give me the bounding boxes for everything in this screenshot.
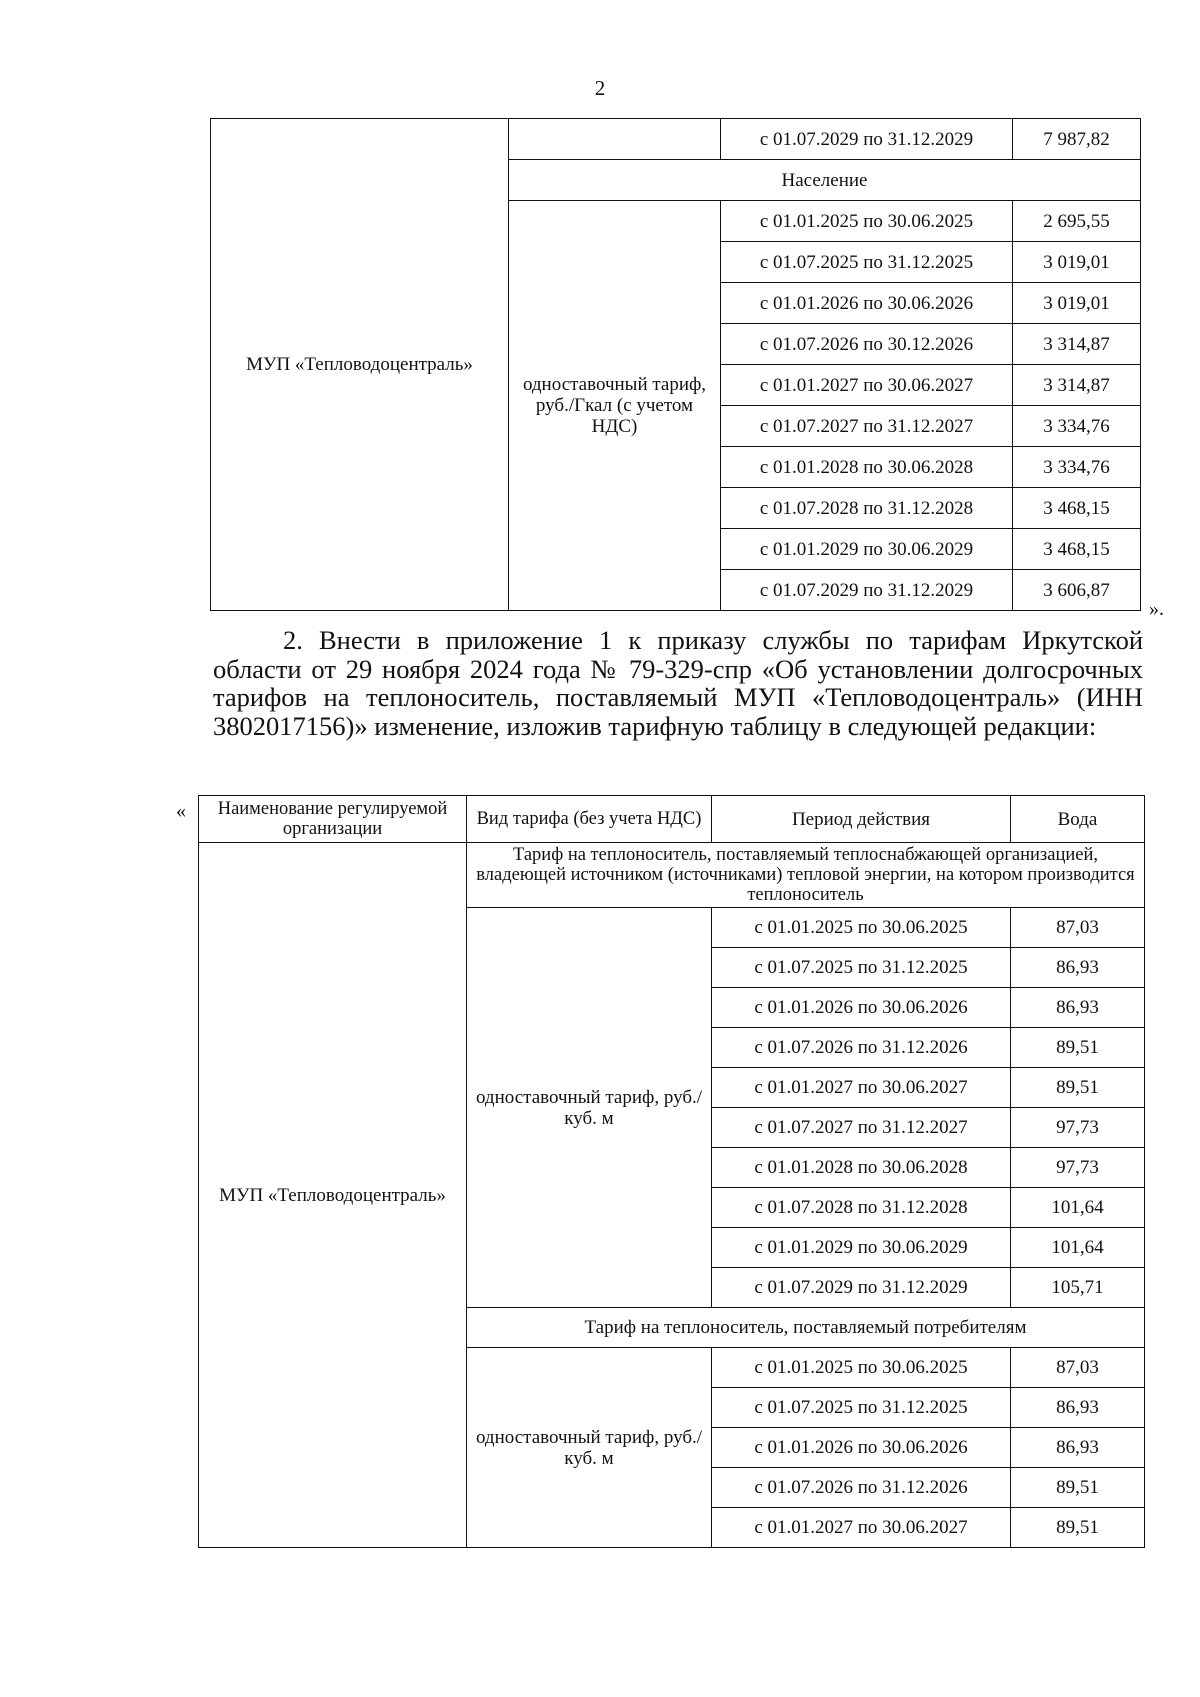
tariff-type-cell: одноставочный тариф, руб./куб. м (467, 908, 712, 1308)
period-cell: с 01.01.2025 по 30.06.2025 (712, 908, 1011, 948)
period-cell: с 01.07.2029 по 31.12.2029 (721, 119, 1013, 160)
value-cell: 3 334,76 (1013, 406, 1141, 447)
value-cell: 86,93 (1011, 1388, 1145, 1428)
organization-cell: МУП «Тепловодоцентраль» (211, 119, 509, 611)
section-label-source: Тариф на теплоноситель, поставляемый теплоснабжающей организацией, владеющей источником (источниками) тепловой энергии, на котором производится теплоноситель (467, 843, 1145, 908)
value-cell: 86,93 (1011, 1428, 1145, 1468)
table-row (211, 119, 1141, 160)
value-cell: 101,64 (1011, 1188, 1145, 1228)
period-cell: с 01.07.2027 по 31.12.2027 (721, 406, 1013, 447)
tariff-type-cell-empty (509, 119, 721, 160)
tariff-table-heat (210, 118, 1141, 611)
period-cell: с 01.01.2028 по 30.06.2028 (712, 1148, 1011, 1188)
header-period: Период действия (712, 796, 1011, 843)
value-cell: 101,64 (1011, 1228, 1145, 1268)
amendment-paragraph: 2. Внести в приложение 1 к приказу службы по тарифам Иркутской области от 29 ноября 2024 года № 79-329-спр «Об установлении долгосрочных тарифов на теплоноситель, поставляемый МУП «Тепловодоцентраль» (ИНН 3802017156)» изменение, изложив тарифную таблицу в следующей редакции: (213, 625, 1143, 741)
period-cell: с 01.07.2025 по 31.12.2025 (712, 1388, 1011, 1428)
section-label-consumers: Тариф на теплоноситель, поставляемый потребителям (467, 1308, 1145, 1348)
value-cell: 3 314,87 (1013, 365, 1141, 406)
table-header-row (199, 796, 1145, 843)
value-cell: 87,03 (1011, 908, 1145, 948)
value-cell: 3 019,01 (1013, 242, 1141, 283)
value-cell: 3 019,01 (1013, 283, 1141, 324)
value-cell: 105,71 (1011, 1268, 1145, 1308)
period-cell: с 01.07.2025 по 31.12.2025 (721, 242, 1013, 283)
value-cell: 3 334,76 (1013, 447, 1141, 488)
value-cell: 86,93 (1011, 988, 1145, 1028)
period-cell: с 01.07.2026 по 31.12.2026 (712, 1468, 1011, 1508)
tariff-type-cell: одноставочный тариф, руб./куб. м (467, 1348, 712, 1548)
period-cell: с 01.01.2027 по 30.06.2027 (721, 365, 1013, 406)
period-cell: с 01.07.2026 по 31.12.2026 (712, 1028, 1011, 1068)
value-cell: 3 468,15 (1013, 529, 1141, 570)
value-cell: 86,93 (1011, 948, 1145, 988)
opening-quote: « (176, 800, 186, 822)
period-cell: с 01.07.2028 по 31.12.2028 (721, 488, 1013, 529)
header-value: Вода (1011, 796, 1145, 843)
value-cell: 7 987,82 (1013, 119, 1141, 160)
value-cell: 87,03 (1011, 1348, 1145, 1388)
period-cell: с 01.07.2029 по 31.12.2029 (712, 1268, 1011, 1308)
value-cell: 89,51 (1011, 1068, 1145, 1108)
section-label-population: Население (509, 160, 1141, 201)
tariff-type-cell: одноставочный тариф, руб./Гкал (с учетом НДС) (509, 201, 721, 611)
value-cell: 97,73 (1011, 1148, 1145, 1188)
period-cell: с 01.01.2025 по 30.06.2025 (721, 201, 1013, 242)
value-cell: 89,51 (1011, 1508, 1145, 1548)
period-cell: с 01.01.2025 по 30.06.2025 (712, 1348, 1011, 1388)
period-cell: с 01.01.2028 по 30.06.2028 (721, 447, 1013, 488)
period-cell: с 01.01.2026 по 30.06.2026 (721, 283, 1013, 324)
header-tariff-type: Вид тарифа (без учета НДС) (467, 796, 712, 843)
period-cell: с 01.01.2029 по 30.06.2029 (721, 529, 1013, 570)
value-cell: 89,51 (1011, 1028, 1145, 1068)
period-cell: с 01.01.2027 по 30.06.2027 (712, 1068, 1011, 1108)
table-row (199, 843, 1145, 908)
period-cell: с 01.01.2029 по 30.06.2029 (712, 1228, 1011, 1268)
header-org: Наименование регулируемой организации (199, 796, 467, 843)
period-cell: с 01.01.2026 по 30.06.2026 (712, 988, 1011, 1028)
value-cell: 2 695,55 (1013, 201, 1141, 242)
value-cell: 3 468,15 (1013, 488, 1141, 529)
value-cell: 89,51 (1011, 1468, 1145, 1508)
closing-quote: ». (1149, 598, 1164, 620)
period-cell: с 01.07.2026 по 30.12.2026 (721, 324, 1013, 365)
value-cell: 3 314,87 (1013, 324, 1141, 365)
value-cell: 3 606,87 (1013, 570, 1141, 611)
period-cell: с 01.01.2027 по 30.06.2027 (712, 1508, 1011, 1548)
period-cell: с 01.07.2029 по 31.12.2029 (721, 570, 1013, 611)
period-cell: с 01.07.2027 по 31.12.2027 (712, 1108, 1011, 1148)
period-cell: с 01.07.2028 по 31.12.2028 (712, 1188, 1011, 1228)
period-cell: с 01.01.2026 по 30.06.2026 (712, 1428, 1011, 1468)
value-cell: 97,73 (1011, 1108, 1145, 1148)
period-cell: с 01.07.2025 по 31.12.2025 (712, 948, 1011, 988)
organization-cell: МУП «Тепловодоцентраль» (199, 843, 467, 1548)
page-number: 2 (594, 76, 606, 100)
tariff-table-coolant (198, 795, 1145, 1548)
